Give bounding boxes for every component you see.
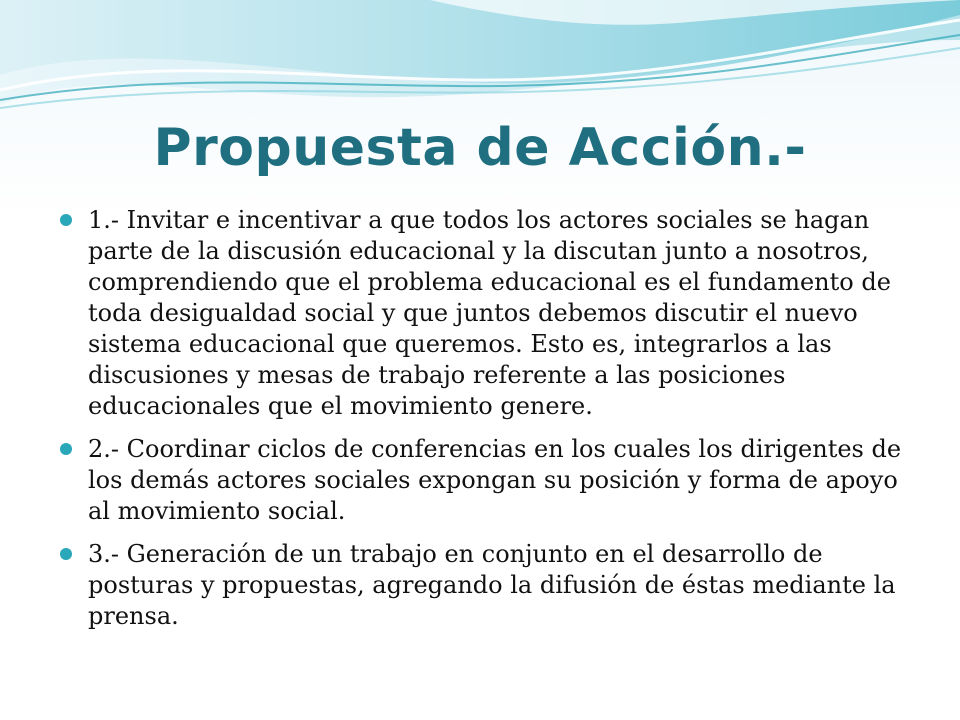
bullet-text-3: 3.- Generación de un trabajo en conjunto en el desarrollo de posturas y propuestas, agregando la difusión de éstas mediante la prensa. — [88, 540, 896, 630]
bullet-text-1: 1.- Invitar e incentivar a que todos los actores sociales se hagan parte de la discusión educacional y la discutan junto a nosotros, comprendiendo que el problema educacional es el fundamento de toda desigualdad social y que juntos debemos discutir el nuevo sistema educacional que queremos. Esto es, integrarlos a las discusiones y mesas de trabajo referente a las posiciones educacionales que el movimiento genere. — [88, 206, 891, 420]
bullet-item-1 — [58, 205, 908, 422]
slide-title: Propuesta de Acción.- — [153, 118, 807, 178]
header-wave-decoration — [0, 0, 960, 120]
bullet-item-2 — [58, 434, 908, 527]
bullet-text-2: 2.- Coordinar ciclos de conferencias en los cuales los dirigentes de los demás actores sociales expongan su posición y forma de apoyo al movimiento social. — [88, 435, 902, 525]
slide-content — [58, 205, 908, 644]
bullet-item-3 — [58, 539, 908, 632]
bullet-dot-icon — [60, 443, 72, 455]
bullet-dot-icon — [60, 548, 72, 560]
bullet-list — [58, 205, 908, 632]
bullet-dot-icon — [60, 214, 72, 226]
